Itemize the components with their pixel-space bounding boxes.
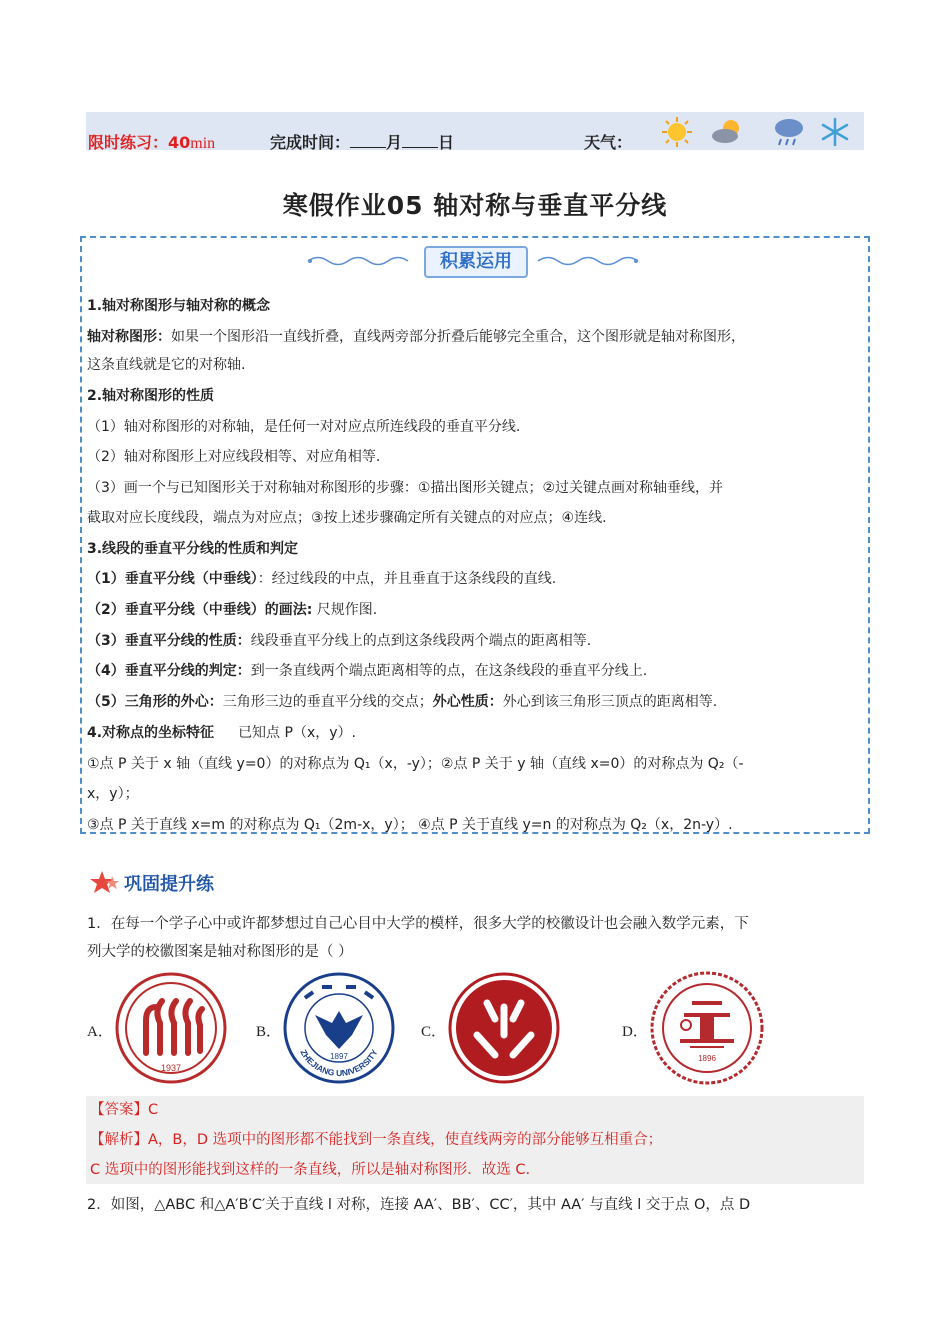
knowledge-box [80, 236, 870, 834]
option-a-label[interactable]: A． [87, 1024, 113, 1040]
month-blank[interactable] [350, 133, 386, 148]
paragraph-3-2: （2）垂直平分线（中垂线）的画法: 尺规作图. [87, 602, 378, 618]
paragraph-2-2: （2）轴对称图形上对应线段相等、对应角相等. [87, 449, 381, 465]
option-d-label[interactable]: D． [622, 1024, 648, 1040]
partly-cloudy-icon[interactable] [710, 116, 744, 148]
question-2-line-1: 2．如图，△ABC 和△A′B′C′关于直线 l 对称，连接 AA′、BB′、CC′，其中 AA′ 与直线 l 交于点 O，点 D [87, 1197, 751, 1213]
logo-d-year: 1896 [698, 1054, 716, 1063]
completion-time: 完成时间： 月 日 [270, 133, 455, 152]
logo-a-year: 1937 [160, 1063, 182, 1073]
page-title: 寒假作业05 轴对称与垂直平分线 [282, 191, 668, 220]
analysis-line-2: C 选项中的图形能找到这样的一条直线，所以是轴对称图形．故选 C. [90, 1162, 531, 1178]
logo-d[interactable] [650, 971, 764, 1085]
logo-b-year: 1897 [330, 1052, 348, 1061]
section-title-consolidate: 巩固提升练 [124, 874, 214, 895]
logo-c[interactable] [447, 971, 561, 1085]
paragraph-4-1-cont: x，y）； [87, 786, 139, 802]
practice-time: 限时练习：40min [88, 133, 216, 152]
sunny-icon[interactable] [660, 116, 694, 148]
day-blank[interactable] [402, 133, 438, 148]
logo-b[interactable] [282, 971, 396, 1085]
ornament-left [306, 252, 416, 270]
paragraph-4-1: ①点 P 关于 x 轴（直线 y=0）的对称点为 Q₁（x，-y）；②点 P 关于 y 轴（直线 x=0）的对称点为 Q₂（- [87, 756, 744, 772]
heading-2: 2.轴对称图形的性质 [87, 388, 215, 404]
heading-1: 1.轴对称图形与轴对称的概念 [87, 298, 271, 314]
ornament-right [530, 252, 640, 270]
analysis-line-1: 【解析】A，B，D 选项中的图形都不能找到一条直线，使直线两旁的部分能够互相重合； [90, 1132, 663, 1148]
paragraph-2-3-cont: 截取对应长度线段，端点为对应点；③按上述步骤确定所有关键点的对应点；④连线. [87, 510, 607, 526]
heading-4: 4.对称点的坐标特征 已知点 P（x，y）. [87, 725, 356, 741]
weather-label: 天气： [584, 133, 633, 152]
paragraph-2-3: （3）画一个与已知图形关于对称轴对称图形的步骤：①描出图形关键点；②过关键点画对称轴垂线，并 [87, 480, 724, 496]
paragraph-2-1: （1）轴对称图形的对称轴，是任何一对对应点所连线段的垂直平分线. [87, 419, 521, 435]
logo-b-name: ZHEJIANG UNIVERSITY [298, 1047, 380, 1079]
option-b-label[interactable]: B． [256, 1024, 282, 1040]
heading-3: 3.线段的垂直平分线的性质和判定 [87, 541, 299, 557]
paragraph-3-3: （3）垂直平分线的性质：线段垂直平分线上的点到这条线段两个端点的距离相等. [87, 633, 592, 649]
paragraph-3-5: （5）三角形的外心：三角形三边的垂直平分线的交点；外心性质：外心到该三角形三顶点的距离相等. [87, 694, 718, 710]
paragraph-3-1: （1）垂直平分线（中垂线）：经过线段的中点，并且垂直于这条线段的直线. [87, 571, 557, 587]
paragraph-1: 轴对称图形：如果一个图形沿一直线折叠，直线两旁部分折叠后能够完全重合，这个图形就是轴对称图形， [87, 329, 745, 345]
question-1-line-1: 1．在每一个学子心中或许都梦想过自己心目中大学的模样，很多大学的校徽设计也会融入数学元素，下 [87, 916, 749, 932]
answer-line: 【答案】C [90, 1102, 159, 1118]
snow-icon[interactable] [818, 116, 852, 148]
question-1-line-2: 列大学的校徽图案是轴对称图形的是（ ） [87, 944, 353, 960]
section-badge-accumulate: 积累运用 [424, 246, 528, 278]
logo-a[interactable] [114, 971, 228, 1085]
rain-icon[interactable] [772, 116, 806, 148]
paragraph-4-2: ③点 P 关于直线 x=m 的对称点为 Q₁（2m-x，y）； ④点 P 关于直线 y=n 的对称点为 Q₂（x，2n-y）. [87, 817, 733, 833]
option-c-label[interactable]: C． [421, 1024, 447, 1040]
paragraph-3-4: （4）垂直平分线的判定：到一条直线两个端点距离相等的点，在这条线段的垂直平分线上. [87, 663, 648, 679]
paragraph-1-cont: 这条直线就是它的对称轴. [87, 357, 246, 373]
star-icon [90, 870, 120, 896]
